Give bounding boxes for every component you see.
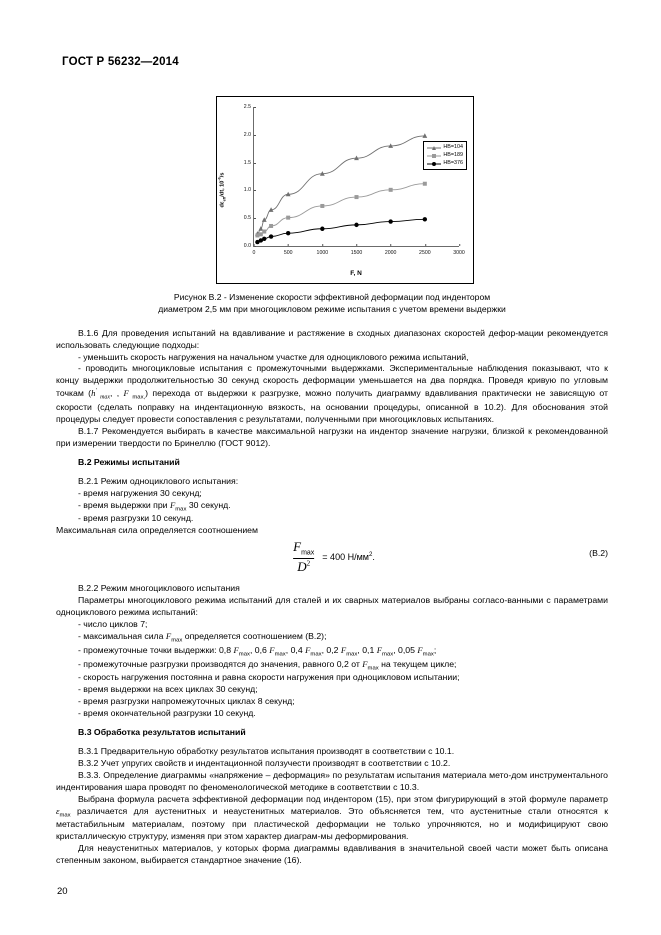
bullet-b16-1: - уменьшить скорость нагружения на начальном участке для одноциклового режима испытаний,: [78, 351, 469, 362]
bullet-b16-2: [56, 363, 608, 425]
formula-unit-exp: 2: [368, 550, 373, 558]
figure-caption-line-1: Рисунок В.2 - Изменение скорости эффективной деформации под индентором: [173, 292, 491, 302]
para-b22-l1: Параметры многоциклового режима испытаний для сталей и их сварных материалов выбраны согласо-ванными с параметрами одноциклового режима испытаний:: [56, 595, 608, 618]
symbol-f-max-1: F: [123, 388, 129, 399]
legend-item-2: [427, 160, 463, 168]
para-b32: В.3.2 Учет упругих свойств и индентационной ползучести производят в соответствии с 10.2.: [78, 757, 451, 768]
legend-item-0: [427, 144, 463, 152]
formula-b2: [289, 540, 375, 574]
chart-y-tick: 1.5: [244, 160, 254, 166]
chart-series-layer: [254, 107, 459, 246]
chart-marker: [320, 204, 324, 208]
para-b21-note: Максимальная сила определяется соотношением: [56, 525, 258, 536]
sym-fmax-g-sub: max: [367, 665, 379, 672]
bullet-b16-2-mid: ) перехода от выдержки к разгрузке, можно получить диаграмму вдавливания практически не зависящую от скорости (сделать поправку на индентационную вязкость, на основании процедуры, описанной в 10.2). Для обоснования этой процедуры следует провести сопоставления с результатами, полученными при многоцикловых испытаниях.: [56, 388, 609, 424]
chart-line-2: [257, 219, 424, 242]
bullet-b22-2-post: определяется соотношением (В.2);: [182, 630, 327, 641]
para-b33-l2-pre: Выбрана формула расчета эффективной деформации под индентором (15), при этом фигурирующий в этой формуле параметр: [78, 793, 608, 804]
bullet-b22-4-post: на текущем цикле;: [378, 658, 457, 669]
bullet-b21-1: - время нагружения 30 секунд;: [78, 487, 202, 498]
symbol-eps-max: ε: [56, 805, 60, 816]
para-b21: В.2.1 Режим одноциклового испытания:: [78, 475, 239, 486]
chart-x-tick: 500: [284, 246, 293, 256]
legend-label: HB=104: [443, 144, 463, 150]
chart-x-tick: 1500: [351, 246, 363, 256]
sym-fmax-a: F: [233, 644, 239, 655]
sym-fmax-a-sub: max: [238, 651, 250, 658]
sym-fmax-f: F: [417, 644, 423, 655]
formula-fraction: [289, 540, 318, 574]
chart-marker: [423, 182, 427, 186]
symbol-f-max-1-sub: max,: [128, 394, 146, 401]
bullet-b22-4: [56, 659, 608, 673]
figure-container: [56, 96, 608, 284]
sym-fmax-c: F: [305, 644, 311, 655]
figure-caption-line-2: диаметром 2,5 мм при многоцикловом режиме испытания с учетом времени выдержки: [158, 303, 506, 314]
chart-marker: [320, 227, 324, 231]
chart-marker: [262, 237, 266, 241]
symbol-sep: , ,: [109, 388, 124, 399]
chart-x-tick: 1000: [317, 246, 329, 256]
chart-y-tick: 2.0: [244, 132, 254, 138]
symbol-f-max-3-sub: max: [171, 637, 183, 644]
symbol-f-max-3: F: [165, 630, 172, 641]
sym-fmax-g: F: [362, 658, 368, 669]
formula-numerator: $F_{max}$: [293, 539, 315, 557]
sym-fmax-e-sub: max: [382, 651, 394, 658]
legend-swatch-icon: [427, 153, 441, 159]
legend-swatch-icon: [427, 161, 441, 167]
chart-x-axis-label: F, N: [350, 270, 362, 277]
chart-x-tick: 3000: [453, 246, 465, 256]
para-b31: В.3.1 Предварительную обработку результатов испытания производят в соответствии с 10.1.: [78, 746, 455, 757]
formula-number: (В.2): [589, 548, 608, 559]
chart-marker: [259, 232, 263, 236]
sym-fmax-c-sub: max: [310, 651, 322, 658]
heading-b2: В.2 Режимы испытаний: [78, 456, 180, 467]
symbol-f-max-2: F: [169, 499, 176, 510]
chart-marker: [262, 230, 266, 234]
bullet-b22-3-pre: - промежуточные точки выдержки: 0,8: [78, 644, 234, 655]
formula-denominator: $D^2$: [293, 558, 314, 574]
para-b33: В.3.3. Определение диаграммы «напряжение – деформация» по результатам испытания материала мето-дом инструментального индентирования шара проводят по феноменологической методике в соответствии с 10.3.: [56, 769, 608, 792]
chart-y-tick: 2.5: [244, 104, 254, 110]
bullet-b22-2-pre: - максимальная сила: [78, 630, 166, 641]
bullet-b22-3: - промежуточные точки выдержки: 0,8 $F_{max}$, 0,6 $F_{max}$, 0,4 $F_{max}$, 0,2 $F_{max}$, 0,1 $F_{max}$, 0,05 $F_{max}$;: [78, 644, 437, 658]
bullet-b22-1: - число циклов 7;: [78, 618, 148, 629]
bullet-b22-5: - скорость нагружения постоянна и равна скорости нагружения при одноцикловом испытании;: [78, 672, 460, 683]
para-b33-l2-post: различается для аустенитных и неаустенитных материалов. Это объясняется тем, что аустенитные стали относятся к метастабильным материалам, поэтому при пластической деформации не только упрочняются, но и модифицируют свою кристаллическую структуру, изменяя при этом характер диаграм-мы деформирования.: [56, 805, 608, 842]
chart-marker: [388, 219, 392, 223]
chart-y-tick: 1.0: [244, 187, 254, 193]
sym-fmax-b-sub: max: [274, 651, 286, 658]
bullet-b21-3: - время разгрузки 10 секунд.: [78, 513, 194, 524]
chart-plot-area: [243, 104, 465, 256]
bullet-b21-2: [56, 500, 608, 514]
chart-x-tick: 0: [253, 246, 256, 256]
bullet-b16-2-pre: - проводить многоцикловые испытания с промежуточными выдержками. Экспериментальные наблюдения показывают, что к концу выдержки продолжительностью 30 секунд скорость деформации уменьшается на два порядка. Проведя кривую по угловым точкам (: [56, 363, 608, 399]
chart-figure: [216, 96, 474, 284]
legend-swatch-icon: [427, 145, 441, 151]
chart-marker: [355, 195, 359, 199]
legend-label: HB=189: [443, 151, 463, 158]
chart-marker: [423, 217, 427, 221]
chart-y-axis-label: $d\varepsilon_{eff}/dt$, $10^{-6}/s$: [217, 172, 227, 208]
page-content: [56, 96, 608, 867]
sym-fmax-f-sub: max: [422, 651, 434, 658]
chart-line-1: [257, 184, 424, 236]
page-number: 20: [57, 886, 68, 897]
chart-marker: [269, 224, 273, 228]
chart-y-tick: 0.0: [244, 243, 254, 249]
formula-b2-row: [56, 540, 608, 580]
chart-marker: [354, 223, 358, 227]
para-b33-l2: [56, 794, 608, 844]
para-b17: В.1.7 Рекомендуется выбирать в качестве максимальной нагрузки на индентор значение нагрузки, близкой к рекомендованной при измерении твердости по Бринеллю (ГОСТ 9012).: [56, 425, 608, 448]
sym-fmax-b: F: [269, 644, 275, 655]
chart-y-tick: 0.5: [244, 215, 254, 221]
chart-marker: [286, 231, 290, 235]
symbol-f-max-2-sub: max: [175, 506, 187, 513]
bullet-b21-2-pre: - время выдержки при: [78, 499, 170, 510]
bullet-b22-2: [56, 631, 608, 645]
sym-fmax-e: F: [376, 644, 383, 655]
bullet-b22-8: - время окончательной разгрузки 10 секунд.: [78, 708, 256, 719]
sym-fmax-d-sub: max: [346, 651, 358, 658]
page-header: ГОСТ Р 56232—2014: [62, 56, 179, 68]
formula-result: = 400 $Н/мм^2$.: [322, 550, 375, 562]
chart-marker: [389, 188, 393, 192]
symbol-eps-max-sub: max: [59, 812, 71, 819]
chart-x-tick: 2000: [385, 246, 397, 256]
sym-fmax-d: F: [340, 644, 347, 655]
para-last: Для неаустенитных материалов, у которых форма диаграммы вдавливания в значительной своей части может быть описана степенным законом, выбирается стандартное значение (16).: [56, 843, 608, 866]
legend-item-1: [427, 152, 463, 160]
bullet-b21-2-post: 30 секунд.: [186, 499, 231, 510]
body-text: [56, 328, 608, 867]
heading-b3: В.3 Обработка результатов испытаний: [78, 727, 246, 738]
para-b16: В.1.6 Для проведения испытаний на вдавливание и растяжение в сходных диапазонах скоростей дефор-мации рекомендуется использовать следующие подходы:: [56, 327, 608, 350]
bullet-b22-7: - время разгрузки напромежуточных циклах 8 секунд;: [78, 696, 295, 707]
legend-label: HB=376: [443, 159, 463, 166]
chart-marker: [255, 233, 259, 237]
bullet-b22-6: - время выдержки на всех циклах 30 секунд;: [78, 684, 258, 695]
symbol-h-prime-max: h′ $_{max}$: [91, 388, 110, 401]
bullet-b22-4-pre: - промежуточные разгрузки производятся до значения, равного 0,2 от: [78, 658, 363, 669]
chart-marker: [269, 234, 273, 238]
para-b22: В.2.2 Режим многоциклового испытания: [78, 583, 240, 594]
chart-x-tick: 2500: [419, 246, 431, 256]
chart-legend: [423, 141, 467, 170]
chart-marker: [286, 216, 290, 220]
figure-caption: [56, 292, 608, 316]
